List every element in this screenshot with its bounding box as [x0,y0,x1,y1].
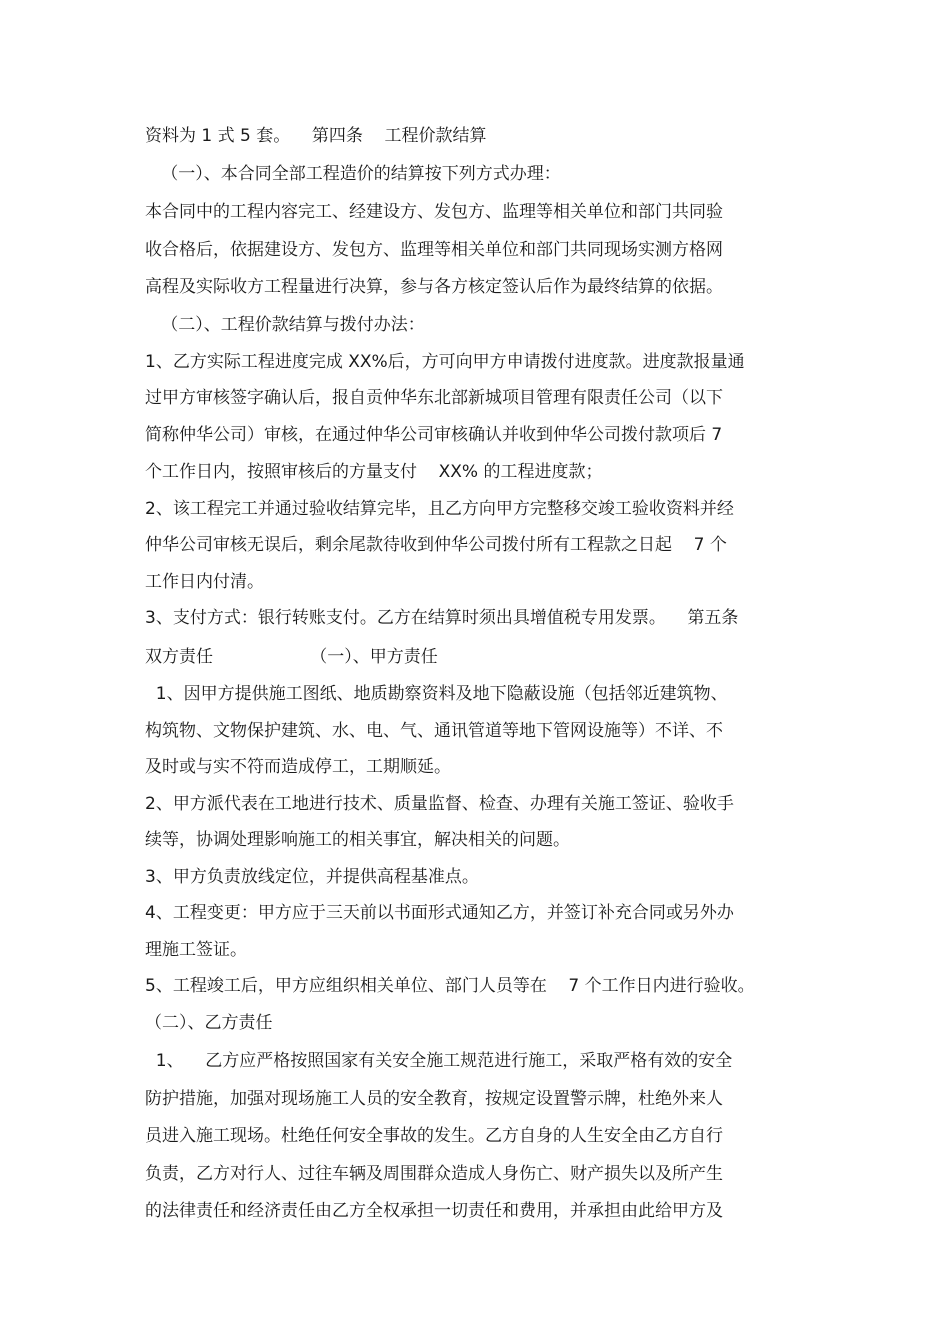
text-line: 续等，协调处理影响施工的相关事宜，解决相关的问题。 [145,830,570,850]
text-line: 高程及实际收方工程量进行决算，参与各方核定签认后作为最终结算的依据。 [145,277,723,297]
text-line: 防护措施，加强对现场施工人员的安全教育，按规定设置警示牌，杜绝外来人 [145,1089,723,1109]
text-line: 收合格后，依据建设方、发包方、监理等相关单位和部门共同现场实测方格网 [145,240,723,260]
text-line: 1、 乙方应严格按照国家有关安全施工规范进行施工，采取严格有效的安全 [145,1051,733,1071]
text-line: 双方责任 （一）、甲方责任 [145,647,438,667]
text-line: （二）、工程价款结算与拨付办法： [145,315,425,335]
text-line: 负责，乙方对行人、过往车辆及周围群众造成人身伤亡、财产损失以及所产生 [145,1164,723,1184]
text-line: 2、甲方派代表在工地进行技术、质量监督、检查、办理有关施工签证、验收手 [145,794,734,814]
text-line: 简称仲华公司）审核，在通过仲华公司审核确认并收到仲华公司拨付款项后 7 [145,425,723,445]
text-line: 过甲方审核签字确认后，报自贡仲华东北部新城项目管理有限责任公司（以下 [145,388,723,408]
text-line: 员进入施工现场。杜绝任何安全事故的发生。乙方自身的人生安全由乙方自行 [145,1126,723,1146]
text-line: 2、该工程完工并通过验收结算完毕，且乙方向甲方完整移交竣工验收资料并经 [145,499,734,519]
text-line: 构筑物、文物保护建筑、水、电、气、通讯管道等地下管网设施等）不详、不 [145,721,723,741]
text-line: 理施工签证。 [145,940,247,960]
text-line: 工作日内付清。 [145,572,264,592]
text-line: 1、乙方实际工程进度完成 XX%后，方可向甲方申请拨付进度款。进度款报量通 [145,352,745,372]
text-line: 4、工程变更：甲方应于三天前以书面形式通知乙方，并签订补充合同或另外办 [145,903,734,923]
text-line: 1、因甲方提供施工图纸、地质勘察资料及地下隐蔽设施（包括邻近建筑物、 [145,684,728,704]
text-line: 资料为 1 式 5 套。 第四条 工程价款结算 [145,126,487,146]
text-line: 3、甲方负责放线定位，并提供高程基准点。 [145,867,479,887]
text-line: 本合同中的工程内容完工、经建设方、发包方、监理等相关单位和部门共同验 [145,202,723,222]
text-line: 仲华公司审核无误后，剩余尾款待收到仲华公司拨付所有工程款之日起 7 个 [145,535,727,555]
text-line: （二）、乙方责任 [145,1013,273,1033]
text-line: 及时或与实不符而造成停工，工期顺延。 [145,757,451,777]
text-line: 个工作日内，按照审核后的方量支付 XX% 的工程进度款； [145,462,603,482]
text-line: （一）、本合同全部工程造价的结算按下列方式办理： [145,164,561,184]
text-line: 3、支付方式：银行转账支付。乙方在结算时须出具增值税专用发票。 第五条 [145,608,739,628]
text-line: 5、工程竣工后，甲方应组织相关单位、部门人员等在 7 个工作日内进行验收。 [145,976,755,996]
text-line: 的法律责任和经济责任由乙方全权承担一切责任和费用，并承担由此给甲方及 [145,1201,723,1221]
